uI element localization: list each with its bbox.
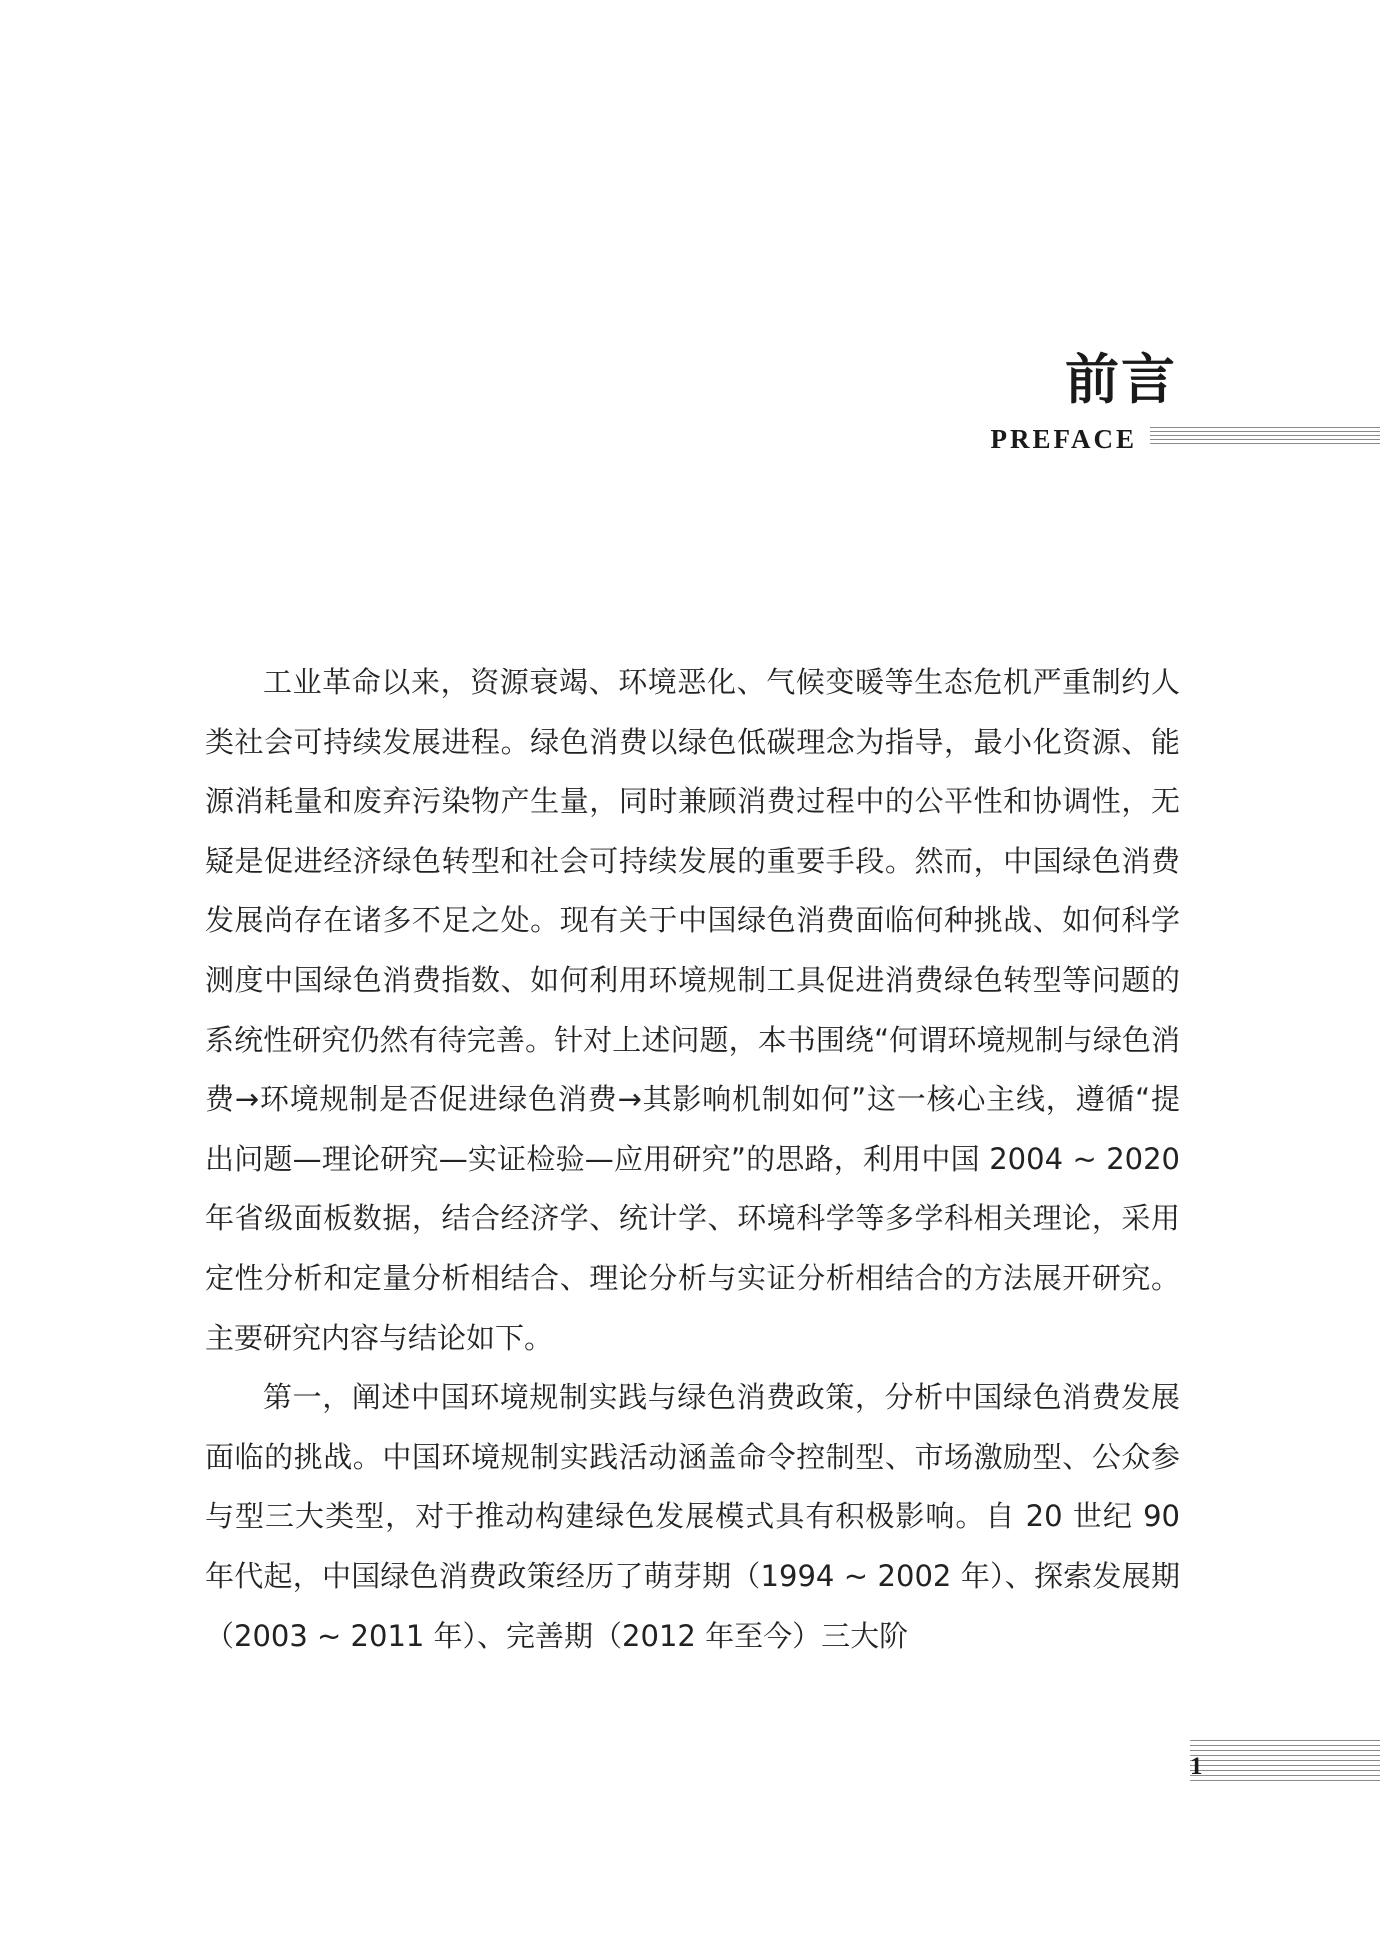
title-decoration-lines bbox=[1150, 427, 1380, 451]
paragraph: 工业革命以来，资源衰竭、环境恶化、气候变暖等生态危机严重制约人类社会可持续发展进程。绿色消费以绿色低碳理念为指导，最小化资源、能源消耗量和废弃污染物产生量，同时兼顾消费过程中的公平性和协调性，无疑是促进经济绿色转型和社会可持续发展的重要手段。然而，中国绿色消费发展尚存在诸多不足之处。现有关于中国绿色消费面临何种挑战、如何科学测度中国绿色消费指数、如何利用环境规制工具促进消费绿色转型等问题的系统性研究仍然有待完善。针对上述问题，本书围绕“何谓环境规制与绿色消费→环境规制是否促进绿色消费→其影响机制如何”这一核心主线，遵循“提出问题—理论研究—实证检验—应用研究”的思路，利用中国 2004 ~ 2020 年省级面板数据，结合经济学、统计学、环境科学等多学科相关理论，采用定性分析和定量分析相结合、理论分析与实证分析相结合的方法展开研究。主要研究内容与结论如下。 bbox=[205, 665, 1180, 1355]
chapter-title: 前言 bbox=[1065, 347, 1177, 411]
page-number: 1 bbox=[1190, 1753, 1203, 1780]
chapter-subtitle: PREFACE bbox=[990, 424, 1137, 454]
preface-body bbox=[205, 653, 1180, 1666]
paragraph: 第一，阐述中国环境规制实践与绿色消费政策，分析中国绿色消费发展面临的挑战。中国环境规制实践活动涵盖命令控制型、市场激励型、公众参与型三大类型，对于推动构建绿色发展模式具有积极影响。自 20 世纪 90 年代起，中国绿色消费政策经历了萌芽期（1994 ~ 2002 年）、探索发展期（2003 ~ 2011 年）、完善期（2012 年至今）三大阶 bbox=[205, 1380, 1180, 1653]
page-number-decoration-lines bbox=[1190, 1740, 1380, 1786]
